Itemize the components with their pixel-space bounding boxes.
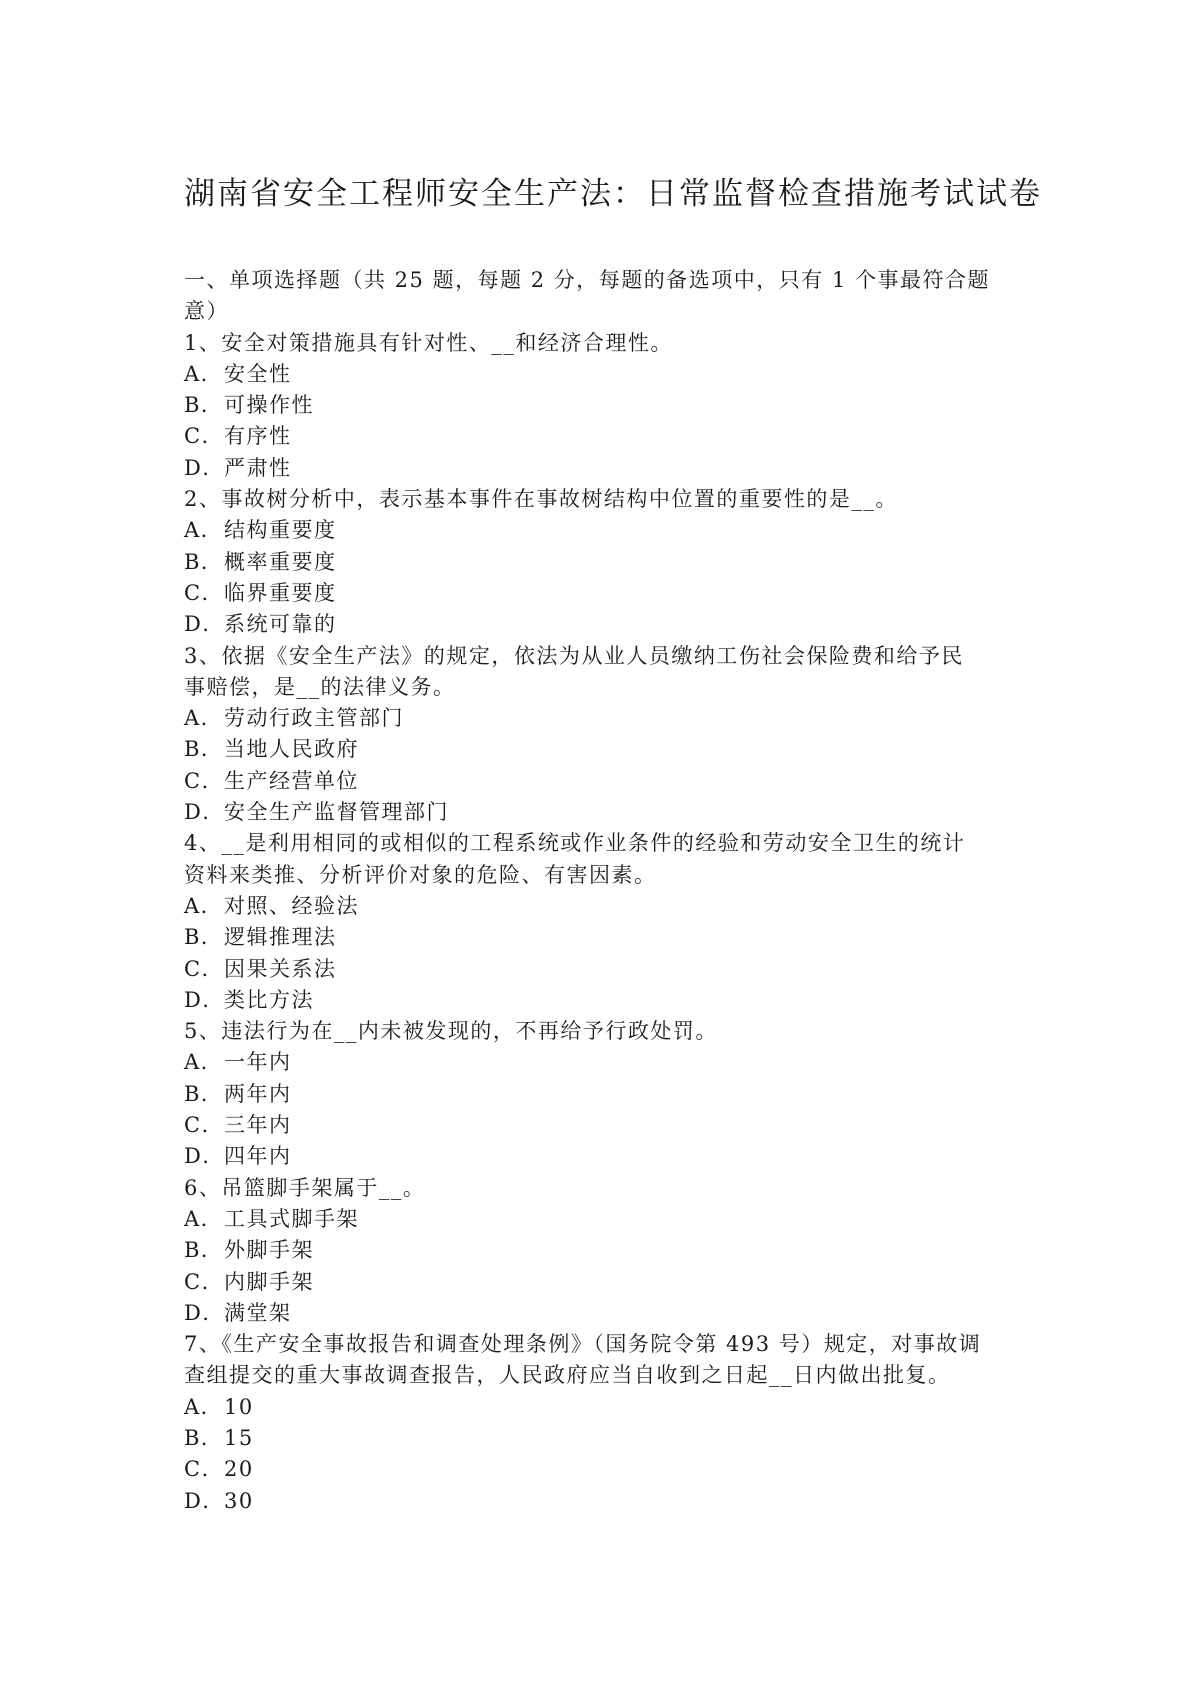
option-text: 一年内 <box>224 1050 292 1075</box>
option-letter: D． <box>184 1300 225 1325</box>
answer-option <box>184 985 1016 1016</box>
answer-option <box>184 547 1016 578</box>
option-letter: C． <box>184 1457 225 1482</box>
option-text: 当地人民政府 <box>224 737 359 762</box>
option-letter: D． <box>184 1488 225 1513</box>
answer-option <box>184 703 1016 734</box>
option-letter: D． <box>184 1144 225 1169</box>
option-letter: B． <box>184 925 224 950</box>
option-text: 因果关系法 <box>224 956 337 981</box>
answer-option <box>184 515 1016 546</box>
question-stem: 1、安全对策措施具有针对性、__和经济合理性。 <box>184 330 673 355</box>
option-letter: C． <box>184 1113 225 1138</box>
option-letter: C． <box>184 424 225 449</box>
answer-option <box>184 1141 1016 1172</box>
answer-option <box>184 954 1016 985</box>
answer-option <box>184 1047 1016 1078</box>
question-stem: 4、__是利用相同的或相似的工程系统或作业条件的经验和劳动安全卫生的统计 <box>184 831 966 856</box>
option-text: 两年内 <box>224 1081 292 1106</box>
option-letter: B． <box>184 737 224 762</box>
answer-option <box>184 421 1016 452</box>
option-letter: B． <box>184 1425 224 1450</box>
option-text: 劳动行政主管部门 <box>224 706 404 731</box>
answer-option <box>184 922 1016 953</box>
option-text: 对照、经验法 <box>224 893 359 918</box>
answer-option <box>184 1204 1016 1235</box>
option-text: 满堂架 <box>224 1300 292 1325</box>
option-letter: C． <box>184 768 225 793</box>
answer-option <box>184 734 1016 765</box>
answer-option <box>184 1235 1016 1266</box>
question-stem: 查组提交的重大事故调查报告，人民政府应当自收到之日起__日内做出批复。 <box>184 1363 951 1388</box>
answer-option <box>184 766 1016 797</box>
option-letter: A． <box>184 518 224 543</box>
answer-option <box>184 1454 1016 1485</box>
question-stem: 3、依据《安全生产法》的规定，依法为从业人员缴纳工伤社会保险费和给予民 <box>184 643 964 668</box>
option-text: 三年内 <box>224 1113 292 1138</box>
answer-option <box>184 1392 1016 1423</box>
option-letter: B． <box>184 393 224 418</box>
option-text: 30 <box>224 1488 254 1513</box>
option-letter: A． <box>184 1206 224 1231</box>
option-text: 可操作性 <box>224 393 314 418</box>
page-title: 湖南省安全工程师安全生产法：日常监督检查措施考试试卷 <box>184 176 1042 212</box>
option-text: 有序性 <box>224 424 292 449</box>
answer-option <box>184 609 1016 640</box>
option-text: 内脚手架 <box>224 1269 314 1294</box>
option-letter: A． <box>184 1050 224 1075</box>
option-letter: A． <box>184 893 224 918</box>
option-text: 10 <box>224 1394 254 1419</box>
answer-option <box>184 1298 1016 1329</box>
option-text: 安全生产监督管理部门 <box>224 800 449 825</box>
option-text: 工具式脚手架 <box>224 1206 359 1231</box>
option-letter: D． <box>184 987 225 1012</box>
answer-option <box>184 1267 1016 1298</box>
option-text: 生产经营单位 <box>224 768 359 793</box>
answer-option <box>184 390 1016 421</box>
document-body <box>184 265 1016 1517</box>
option-letter: D． <box>184 612 225 637</box>
answer-option <box>184 1110 1016 1141</box>
option-letter: B． <box>184 549 224 574</box>
question-stem: 6、吊篮脚手架属于__。 <box>184 1175 426 1200</box>
option-letter: C． <box>184 580 225 605</box>
option-letter: A． <box>184 706 224 731</box>
answer-option <box>184 1079 1016 1110</box>
option-text: 类比方法 <box>224 987 314 1012</box>
option-letter: D． <box>184 800 225 825</box>
option-letter: A． <box>184 1394 224 1419</box>
question-stem: 资料来类推、分析评价对象的危险、有害因素。 <box>184 862 657 887</box>
option-text: 临界重要度 <box>224 580 337 605</box>
option-text: 安全性 <box>224 361 292 386</box>
option-letter: A． <box>184 361 224 386</box>
option-text: 逻辑推理法 <box>224 925 337 950</box>
section-heading-line: 意） <box>184 299 229 324</box>
question-stem: 2、事故树分析中，表示基本事件在事故树结构中位置的重要性的是__。 <box>184 487 898 512</box>
section-heading-line: 一、单项选择题（共 25 题，每题 2 分，每题的备选项中，只有 1 个事最符合题 <box>184 268 990 292</box>
option-letter: D． <box>184 455 225 480</box>
answer-option <box>184 797 1016 828</box>
answer-option <box>184 359 1016 390</box>
option-letter: B． <box>184 1238 224 1263</box>
answer-option <box>184 891 1016 922</box>
answer-option <box>184 578 1016 609</box>
option-letter: B． <box>184 1081 224 1106</box>
option-text: 结构重要度 <box>224 518 337 543</box>
question-stem: 5、违法行为在__内未被发现的，不再给予行政处罚。 <box>184 1019 718 1044</box>
option-letter: C． <box>184 1269 225 1294</box>
option-text: 系统可靠的 <box>224 612 337 637</box>
question-stem: 7、《生产安全事故报告和调查处理条例》（国务院令第 493 号）规定，对事故调 <box>184 1332 982 1357</box>
option-text: 15 <box>224 1425 254 1450</box>
question-stem: 事赔偿，是__的法律义务。 <box>184 674 456 699</box>
option-text: 概率重要度 <box>224 549 337 574</box>
answer-option <box>184 1423 1016 1454</box>
answer-option <box>184 453 1016 484</box>
option-text: 外脚手架 <box>224 1238 314 1263</box>
option-letter: C． <box>184 956 225 981</box>
option-text: 严肃性 <box>224 455 292 480</box>
option-text: 四年内 <box>224 1144 292 1169</box>
answer-option <box>184 1486 1016 1517</box>
option-text: 20 <box>224 1457 254 1482</box>
